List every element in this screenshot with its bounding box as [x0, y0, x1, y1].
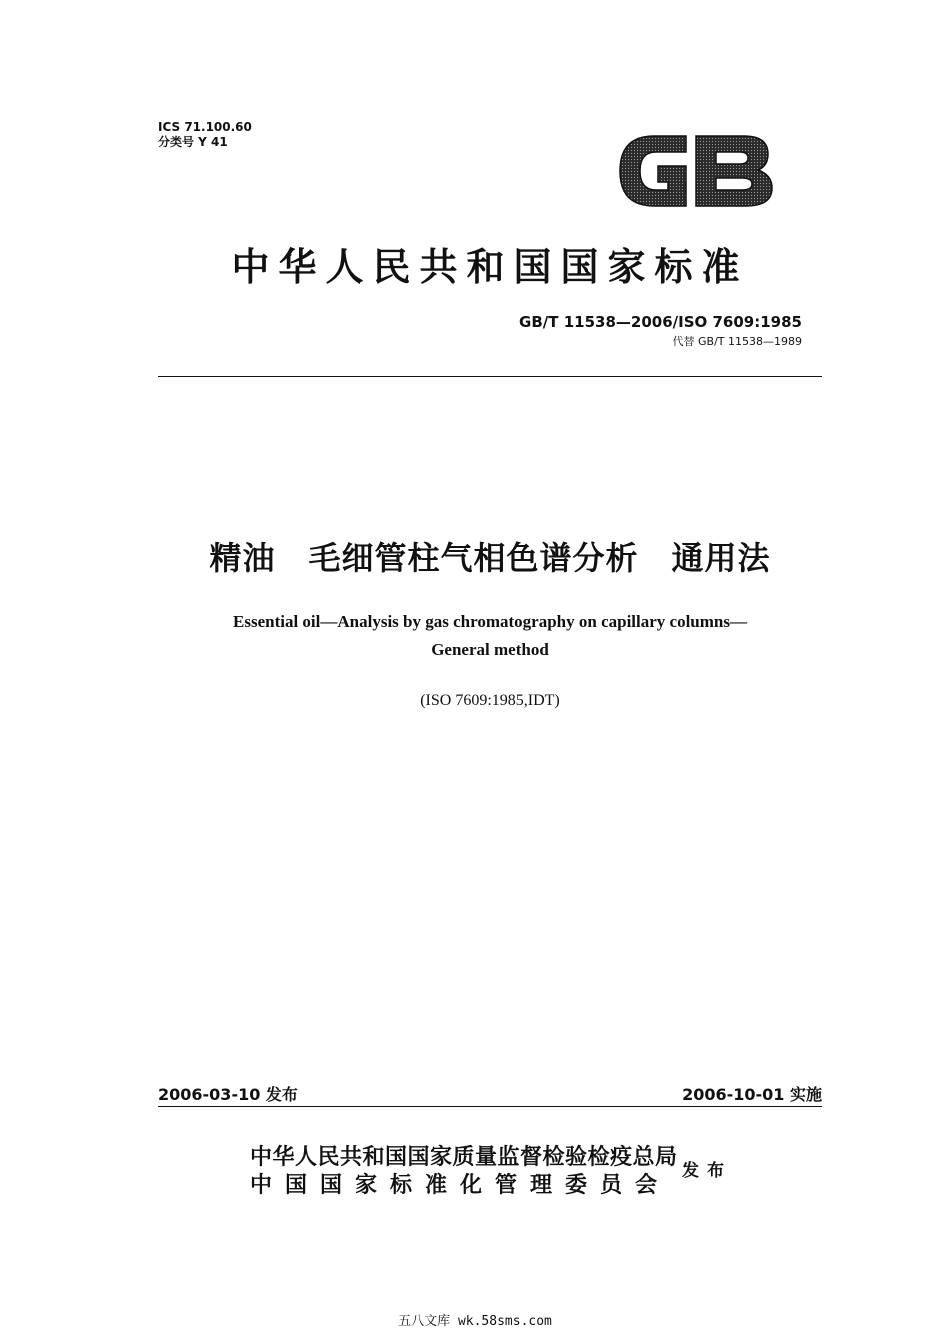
english-title-line1: Essential oil—Analysis by gas chromatography on capillary columns—: [233, 612, 747, 631]
iso-reference: (ISO 7609:1985,IDT): [420, 692, 560, 709]
issue-date: 2006-03-10 发布: [158, 1085, 298, 1104]
classification-block: [158, 120, 252, 150]
ics-code: ICS 71.100.60: [158, 120, 252, 134]
gb-logo: [612, 128, 778, 214]
category-code: 分类号 Y 41: [158, 135, 228, 149]
publish-label: 发布: [682, 1161, 732, 1181]
chinese-title: 精油 毛细管柱气相色谱分析 通用法: [209, 539, 771, 577]
english-title: [120, 608, 860, 664]
top-divider: [158, 376, 822, 377]
replaces-note: 代替 GB/T 11538—1989: [672, 335, 802, 348]
issuer-sac: 中国国家标准化管理委员会: [250, 1173, 671, 1198]
implementation-date: 2006-10-01 实施: [682, 1085, 822, 1104]
national-standard-title: 中华人民共和国国家标准: [231, 244, 749, 289]
english-title-line2: General method: [431, 640, 549, 659]
standard-number: GB/T 11538—2006/ISO 7609:1985: [519, 313, 802, 331]
footer-watermark: 五八文库 wk.58sms.com: [398, 1314, 552, 1329]
bottom-divider: [158, 1106, 822, 1107]
issuer-aqsiq: 中华人民共和国国家质量监督检验检疫总局: [250, 1145, 678, 1170]
